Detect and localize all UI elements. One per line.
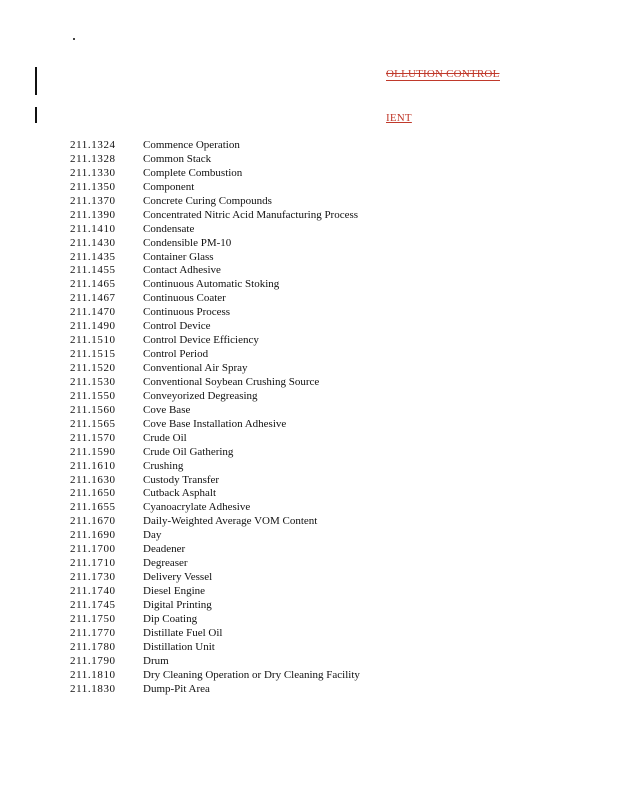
section-number: 211.1630: [70, 473, 116, 486]
list-item: [70, 348, 360, 362]
list-item: [70, 251, 360, 265]
section-number: 211.1650: [70, 487, 116, 500]
definition-term: Drum: [143, 654, 169, 667]
list-item: [70, 571, 360, 585]
definition-term: Deadener: [143, 543, 186, 556]
section-number: 211.1710: [70, 557, 116, 570]
section-number: 211.1410: [70, 222, 116, 235]
section-number: 211.1700: [70, 543, 116, 556]
list-item: [70, 627, 360, 641]
section-number: 211.1467: [70, 292, 116, 305]
stray-mark: [73, 38, 75, 40]
section-number: 211.1610: [70, 459, 116, 472]
section-number: 211.1350: [70, 180, 116, 193]
list-item: [70, 292, 360, 306]
list-item: [70, 599, 360, 613]
section-number: 211.1515: [70, 348, 116, 361]
definition-term: Concentrated Nitric Acid Manufacturing Process: [143, 208, 359, 221]
list-item: [70, 683, 360, 697]
definition-term: Conventional Air Spray: [143, 362, 248, 374]
list-item: [70, 418, 360, 432]
list-item: [70, 487, 360, 501]
list-item: [70, 557, 360, 571]
definition-term: Custody Transfer: [143, 473, 220, 486]
section-number: 211.1810: [70, 668, 116, 681]
definition-term: Common Stack: [143, 152, 212, 165]
list-item: [70, 153, 360, 167]
list-item: [70, 334, 360, 348]
list-item: [70, 529, 360, 543]
section-number: 211.1430: [70, 236, 116, 249]
definition-term: Distillation Unit: [143, 640, 215, 653]
list-item: [70, 306, 360, 320]
list-item: [70, 376, 360, 390]
list-item: [70, 223, 360, 237]
list-item: [70, 404, 360, 418]
list-item: [70, 474, 360, 488]
list-item: [70, 195, 360, 209]
list-item: [70, 446, 360, 460]
list-item: [70, 209, 360, 223]
section-number: 211.1520: [70, 362, 116, 374]
section-number: 211.1530: [70, 375, 116, 388]
list-item: [70, 362, 360, 376]
list-item: [70, 543, 360, 557]
list-item: [70, 390, 360, 404]
list-item: [70, 181, 360, 195]
section-number: 211.1390: [70, 208, 116, 221]
list-item: [70, 515, 360, 529]
definition-term: Cove Base Installation Adhesive: [143, 417, 287, 430]
definition-term: Dump-Pit Area: [143, 682, 210, 695]
list-item: [70, 139, 360, 153]
definition-term: Diesel Engine: [143, 585, 206, 597]
definition-term: Crude Oil: [143, 431, 187, 444]
definition-term: Daily-Weighted Average VOM Content: [143, 515, 318, 528]
section-number: 211.1455: [70, 264, 116, 277]
definition-term: Day: [143, 529, 162, 542]
definition-term: Delivery Vessel: [143, 571, 213, 584]
definition-term: Degreaser: [143, 557, 188, 570]
definition-term: Contact Adhesive: [143, 264, 221, 277]
section-number: 211.1565: [70, 417, 116, 430]
definition-term: Condensate: [143, 222, 195, 235]
list-item: [70, 264, 360, 278]
definition-term: Dip Coating: [143, 612, 198, 625]
section-number: 211.1370: [70, 194, 116, 207]
list-item: [70, 278, 360, 292]
change-bar: [35, 107, 37, 123]
list-item: [70, 655, 360, 669]
definition-term: Digital Printing: [143, 598, 212, 611]
definition-term: Component: [143, 180, 195, 193]
section-number: 211.1730: [70, 571, 116, 584]
definition-term: Crushing: [143, 459, 184, 472]
section-number: 211.1470: [70, 306, 116, 319]
section-number: 211.1328: [70, 152, 116, 165]
section-number: 211.1670: [70, 515, 116, 528]
section-number: 211.1690: [70, 529, 116, 542]
section-number: 211.1790: [70, 654, 116, 667]
definition-term: Distillate Fuel Oil: [143, 626, 223, 639]
list-item: [70, 613, 360, 627]
definition-term: Container Glass: [143, 250, 214, 263]
section-number: 211.1750: [70, 612, 116, 625]
section-number: 211.1560: [70, 403, 116, 416]
section-number: 211.1740: [70, 585, 116, 597]
list-item: [70, 237, 360, 251]
header-deleted-text: OLLUTION CONTROL: [386, 68, 500, 80]
section-number: 211.1465: [70, 278, 116, 291]
definition-term: Conventional Soybean Crushing Source: [143, 375, 320, 388]
definition-term: Control Device Efficiency: [143, 334, 259, 347]
definition-term: Concrete Curing Compounds: [143, 194, 272, 207]
definition-term: Dry Cleaning Operation or Dry Cleaning Facility: [143, 668, 360, 681]
definition-term: Continuous Automatic Stoking: [143, 278, 280, 291]
change-bar: [35, 67, 37, 95]
list-item: [70, 167, 360, 181]
definition-term: Complete Combustion: [143, 166, 243, 179]
section-number: 211.1745: [70, 598, 116, 611]
definitions-list: [70, 139, 360, 697]
definition-term: Control Device: [143, 320, 211, 333]
definition-term: Control Period: [143, 348, 209, 361]
definition-term: Crude Oil Gathering: [143, 445, 234, 458]
section-number: 211.1780: [70, 640, 116, 653]
section-number: 211.1550: [70, 389, 116, 402]
definition-term: Cyanoacrylate Adhesive: [143, 501, 251, 514]
list-item: [70, 460, 360, 474]
definition-term: Cutback Asphalt: [143, 487, 217, 500]
definition-term: Conveyorized Degreasing: [143, 389, 258, 402]
section-number: 211.1324: [70, 139, 116, 151]
section-number: 211.1490: [70, 320, 116, 333]
section-number: 211.1435: [70, 250, 116, 263]
list-item: [70, 432, 360, 446]
list-item: [70, 641, 360, 655]
list-item: [70, 320, 360, 334]
section-number: 211.1655: [70, 501, 116, 514]
section-number: 211.1570: [70, 431, 116, 444]
section-number: 211.1590: [70, 445, 116, 458]
list-item: [70, 501, 360, 515]
definition-term: Condensible PM-10: [143, 236, 232, 249]
section-number: 211.1830: [70, 682, 116, 695]
definition-term: Commence Operation: [143, 139, 240, 151]
section-number: 211.1770: [70, 626, 116, 639]
definition-term: Cove Base: [143, 403, 191, 416]
header-inserted-text: IENT: [386, 112, 412, 124]
definition-term: Continuous Coater: [143, 292, 226, 305]
list-item: [70, 585, 360, 599]
section-number: 211.1330: [70, 166, 116, 179]
section-number: 211.1510: [70, 334, 116, 347]
definition-term: Continuous Process: [143, 306, 231, 319]
list-item: [70, 669, 360, 683]
